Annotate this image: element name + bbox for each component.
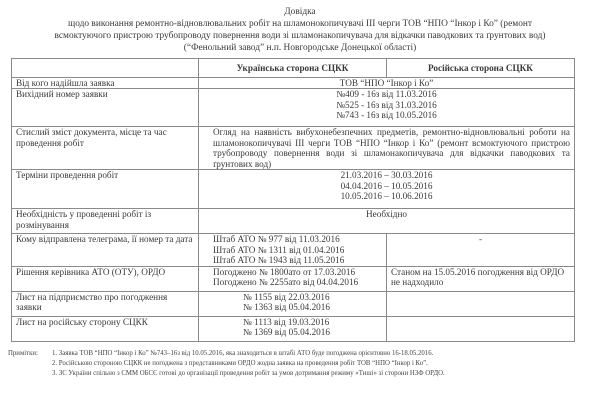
table-header-row	[12, 59, 575, 78]
document-title: Довідка	[284, 7, 316, 17]
row-ru-value	[387, 291, 575, 316]
value-line: Штаб АТО № 1943 від 11.05.2016	[213, 255, 345, 266]
value-line: № 1113 від 19.03.2016	[243, 316, 330, 327]
row-label: Терміни проведення робіт	[12, 170, 199, 209]
note-item	[8, 369, 598, 379]
table-row	[12, 89, 575, 127]
note-spacer	[8, 359, 52, 369]
table-row	[12, 316, 575, 341]
header-russian-side: Російська сторона СЦКК	[387, 59, 575, 78]
table-row	[12, 170, 575, 209]
value-line: №409 - 16з від 11.03.2016	[336, 89, 437, 100]
table-row	[12, 127, 575, 170]
row-label: Необхідність у проведенні робіт із розмінування	[12, 209, 199, 234]
status-table	[11, 58, 575, 342]
header-ukrainian-side: Українська сторона СЦКК	[199, 59, 387, 78]
value-line: Погоджено № 1800ато от 17.03.2016	[213, 266, 356, 277]
row-ru-value	[387, 316, 575, 341]
document-subtitle-line-2: всмоктуючого пристрою трубопроводу повернення води зі шламонакопичувача для відкачки паводкових та ґрунтових вод)	[54, 31, 546, 41]
table-row	[12, 234, 575, 266]
note-text: 1. Заявка ТОВ “НПО “Інкор і Ко” №743–16з від 10.05.2016, яка знаходиться в штабі АТО буде погоджена орієнтовно 16-18.05.2016.	[52, 350, 434, 357]
value-line: Погоджено № 2255ато від 04.04.2016	[213, 277, 359, 288]
row-label: Лист на російську сторону СЦКК	[12, 316, 199, 341]
table-row	[12, 78, 575, 89]
row-ua-value	[199, 291, 387, 316]
value-line: №743 - 16з від 10.05.2016	[336, 110, 437, 121]
notes-section	[8, 349, 598, 379]
row-label: Рішення керівника АТО (ОТУ), ОРДО	[12, 266, 199, 291]
header-empty	[12, 59, 199, 78]
value-line: 10.05.2016 – 10.06.2016	[340, 191, 433, 202]
row-ru-value: -	[387, 234, 575, 266]
value-line: Штаб АТО № 977 від 11.03.2016	[213, 234, 340, 245]
table-row	[12, 266, 575, 291]
value-line: ТОВ “НПО “Інкор і Ко”	[339, 78, 434, 88]
note-text: 3. ЗС України спільно з СММ ОБСЄ готові до організації проведення робіт за умов дотримання режиму «Тиші» зі сторони НЗФ ОРДО.	[52, 370, 445, 377]
value-line: Необхідно	[366, 209, 407, 220]
table-row	[12, 291, 575, 316]
value-line: 04.04.2016 – 10.05.2016	[340, 180, 433, 191]
value-line: Штаб АТО № 1311 від 01.04.2016	[213, 244, 345, 255]
note-item	[8, 359, 598, 369]
row-ua-value	[199, 316, 387, 341]
value-line: № 1363 від 05.04.2016	[243, 302, 330, 313]
row-ua-value	[199, 266, 387, 291]
value-line: № 1155 від 22.03.2016	[243, 291, 330, 302]
row-value	[199, 209, 575, 234]
row-label: Вихідний номер заявки	[12, 89, 199, 127]
table-row	[12, 209, 575, 234]
row-value	[199, 170, 575, 209]
value-line: № 1369 від 05.04.2016	[243, 327, 330, 338]
value-line: 21.03.2016 – 30.03.2016	[340, 170, 433, 181]
row-label: Лист на підприємство про погодження заявки	[12, 291, 199, 316]
note-item	[8, 349, 598, 359]
document-subtitle-line-3: (“Фенольний завод” н.п. Новгородське Донецької області)	[183, 43, 417, 53]
note-spacer	[8, 369, 52, 379]
notes-label: Примітки:	[8, 350, 38, 357]
row-label: Від кого надійшла заявка	[12, 78, 199, 89]
row-ru-value: Станом на 15.05.2016 погодження від ОРДО не надходило	[387, 266, 575, 291]
row-value: Огляд на наявність вибухонебезпечних предметів, ремонтно-відновлювальні роботи на шламонокопичувачі ІІІ черги ТОВ “НПО “Інкор і Ко” (ремонт всмоктуючого пристрою трубопроводу повернення води зі шламонакопичувача для відкачки паводкових та ґрунтових вод)	[199, 127, 575, 170]
row-value	[199, 89, 575, 127]
row-value	[199, 78, 575, 89]
row-label: Стислий зміст документа, місце та час проведення робіт	[12, 127, 199, 170]
row-ua-value	[199, 234, 387, 266]
document-subtitle-line-1: щодо виконання ремонтно-відновлювальних робіт на шламонокопичувачі ІІІ черги ТОВ “НПО “Інкор і Ко” (ремонт	[67, 19, 533, 29]
note-text: 2. Російською стороною СЦКК не погоджена з представниками ОРДО жодна заявка на проведення робіт ТОВ “НПО “Інкор і Ко”.	[52, 360, 428, 367]
document-header	[0, 6, 600, 54]
value-line: №525 - 16з від 31.03.2016	[336, 99, 437, 110]
row-label: Кому відправлена телеграма, її номер та дата	[12, 234, 199, 266]
